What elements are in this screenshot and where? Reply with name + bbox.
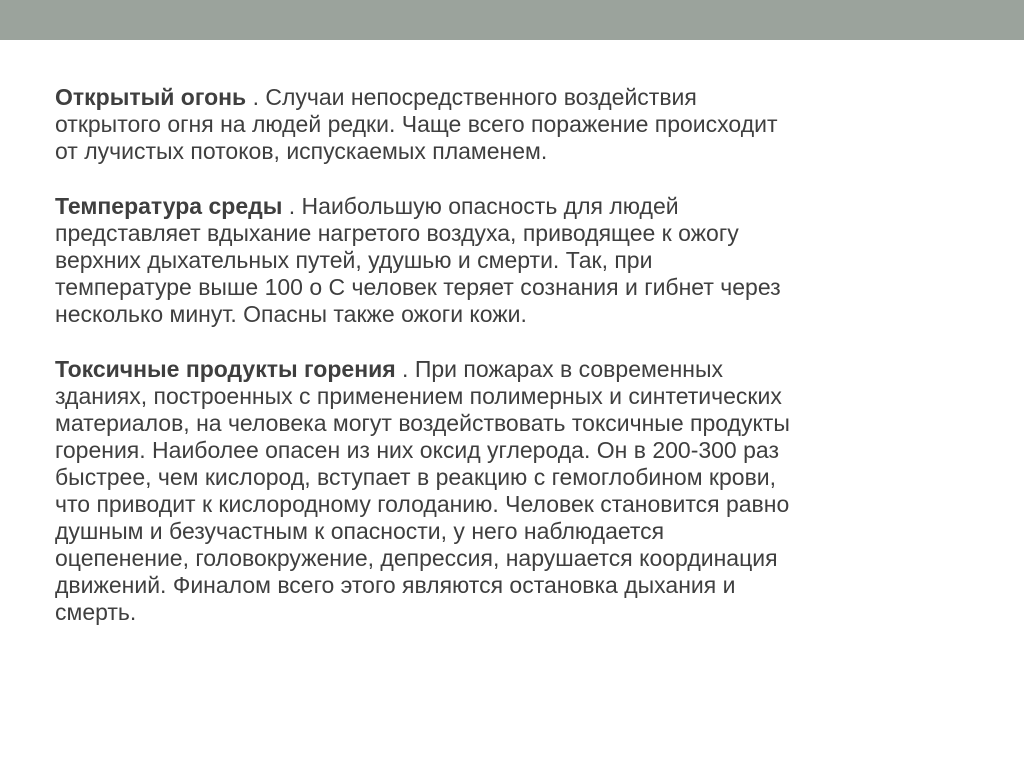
text-line: . При пожарах в современных bbox=[395, 356, 724, 382]
text-line: движений. Финалом всего этого являются остановка дыхания и bbox=[55, 572, 736, 598]
paragraph-toxic-products bbox=[55, 356, 985, 626]
text-line: от лучистых потоков, испускаемых пламенем. bbox=[55, 138, 548, 164]
text-line: . Наибольшую опасность для людей bbox=[282, 193, 679, 219]
text-line: зданиях, построенных с применением полимерных и синтетических bbox=[55, 383, 782, 409]
slide-body bbox=[55, 84, 985, 626]
text-line: открытого огня на людей редки. Чаще всего поражение происходит bbox=[55, 111, 778, 137]
text-line: . Случаи непосредственного воздействия bbox=[246, 84, 697, 110]
text-line: что приводит к кислородному голоданию. Человек становится равно bbox=[55, 491, 790, 517]
text-line: быстрее, чем кислород, вступает в реакцию с гемоглобином крови, bbox=[55, 464, 777, 490]
text-line: душным и безучастным к опасности, у него наблюдается bbox=[55, 518, 665, 544]
paragraph-open-fire bbox=[55, 84, 985, 165]
term-open-fire: Открытый огонь bbox=[55, 84, 247, 110]
text-line: несколько минут. Опасны также ожоги кожи. bbox=[55, 301, 527, 327]
term-temperature: Температура среды bbox=[55, 193, 283, 219]
text-line: смерть. bbox=[55, 599, 137, 625]
text-line: представляет вдыхание нагретого воздуха, приводящее к ожогу bbox=[55, 220, 739, 246]
text-line: верхних дыхательных путей, удушью и смерти. Так, при bbox=[55, 247, 653, 273]
text-line: горения. Наиболее опасен из них оксид углерода. Он в 200-300 раз bbox=[55, 437, 779, 463]
paragraph-temperature bbox=[55, 193, 985, 328]
text-line: материалов, на человека могут воздействовать токсичные продукты bbox=[55, 410, 790, 436]
slide-header-bar bbox=[0, 0, 1024, 40]
text-line: оцепенение, головокружение, депрессия, нарушается координация bbox=[55, 545, 778, 571]
text-line: температуре выше 100 о С человек теряет сознания и гибнет через bbox=[55, 274, 781, 300]
term-toxic-products: Токсичные продукты горения bbox=[55, 356, 396, 382]
